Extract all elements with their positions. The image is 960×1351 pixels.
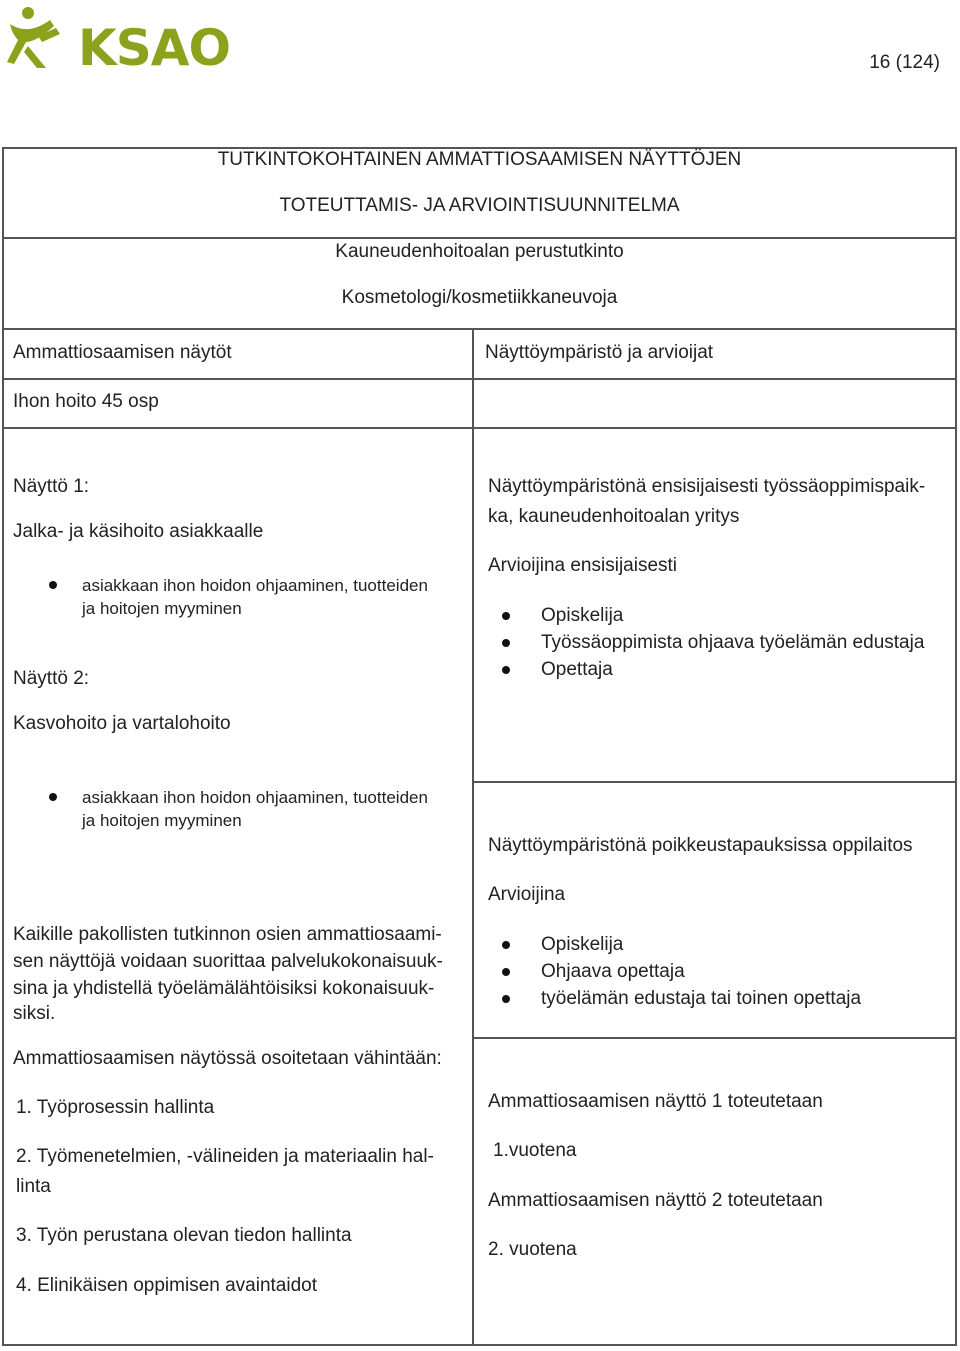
toteutus2-label: Ammattiosaamisen näyttö 2 toteutetaan xyxy=(488,1190,823,1211)
arvioijat1-bullet-dot xyxy=(502,666,510,674)
osoitetaan-heading: Ammattiosaamisen näytössä osoitetaan vähintään: xyxy=(13,1048,442,1069)
list-item-4: 4. Elinikäisen oppimisen avaintaidot xyxy=(16,1275,318,1296)
env1-line-1: Näyttöympäristönä ensisijaisesti työssäoppimispaik- xyxy=(488,476,926,497)
arvioijat1-bullet-dot xyxy=(502,612,510,620)
naytto2-bullet-dot xyxy=(49,793,57,801)
title-line-4: Kosmetologi/kosmetiikkaneuvoja xyxy=(341,287,618,308)
list-item-2-line-2: linta xyxy=(16,1176,51,1197)
title-line-3: Kauneudenhoitoalan perustutkinto xyxy=(335,241,624,262)
arvioijat2-label: Arvioijina xyxy=(488,884,566,905)
toteutus1-value: 1.vuotena xyxy=(493,1140,577,1161)
naytto2-title: Kasvohoito ja vartalohoito xyxy=(13,713,231,734)
list-item-1: 1. Työprosessin hallinta xyxy=(16,1097,215,1118)
kaikille-line-3: sina ja yhdistellä työelämälähtöisiksi kokonaisuuk- xyxy=(13,978,435,999)
kaikille-line-2: sen näyttöjä voidaan suorittaa palvelukokonaisuuk- xyxy=(13,951,443,972)
rule-title-bottom xyxy=(2,237,957,239)
left-column-header: Ammattiosaamisen näytöt xyxy=(13,342,232,363)
toteutus2-value: 2. vuotena xyxy=(488,1239,577,1260)
arvioijat1-label: Arvioijina ensisijaisesti xyxy=(488,555,678,576)
arvioijat2-bullet-dot xyxy=(502,941,510,949)
kaikille-line-1: Kaikille pakollisten tutkinnon osien ammattiosaami- xyxy=(13,924,442,945)
list-item-2-line-1: 2. Työmenetelmien, -välineiden ja materiaalin hal- xyxy=(16,1146,434,1167)
arvioijat2-bullet-dot xyxy=(502,968,510,976)
env2-text: Näyttöympäristönä poikkeustapauksissa oppilaitos xyxy=(488,835,913,856)
arvioijat2-item: Ohjaava opettaja xyxy=(541,961,685,982)
naytto1-title: Jalka- ja käsihoito asiakkaalle xyxy=(13,521,264,542)
logo-text: KSAO xyxy=(78,19,230,70)
kaikille-line-4: siksi. xyxy=(13,1003,56,1024)
right-column-header: Näyttöympäristö ja arvioijat xyxy=(485,342,714,363)
arvioijat2-bullet-dot xyxy=(502,995,510,1003)
rule-module-bottom xyxy=(2,427,957,429)
module-name: Ihon hoito 45 osp xyxy=(13,391,159,412)
naytto1-bullet-line-2: ja hoitojen myyminen xyxy=(82,599,242,618)
list-item-3: 3. Työn perustana olevan tiedon hallinta xyxy=(16,1225,352,1246)
rule-right-lower xyxy=(473,1037,957,1039)
rule-right-mid xyxy=(473,781,957,783)
title-line-2: TOTEUTTAMIS- JA ARVIOINTISUUNNITELMA xyxy=(279,195,680,216)
arvioijat1-bullet-dot xyxy=(502,639,510,647)
arvioijat2-item: työelämän edustaja tai toinen opettaja xyxy=(541,988,862,1009)
title-line-1: TUTKINTOKOHTAINEN AMMATTIOSAAMISEN NÄYTTÖJEN xyxy=(217,149,742,170)
naytto1-bullet-dot xyxy=(49,581,57,589)
arvioijat1-item: Opettaja xyxy=(541,659,613,680)
arvioijat2-item: Opiskelija xyxy=(541,934,624,955)
env1-line-2: ka, kauneudenhoitoalan yritys xyxy=(488,506,740,527)
arvioijat1-item: Työssäoppimista ohjaava työelämän edustaja xyxy=(541,632,925,653)
page-number: 16 (124) xyxy=(869,52,940,73)
naytto2-bullet-line-2: ja hoitojen myyminen xyxy=(82,811,242,830)
naytto2-bullet-line-1: asiakkaan ihon hoidon ohjaaminen, tuotteiden xyxy=(82,788,428,807)
naytto2-label: Näyttö 2: xyxy=(13,668,90,689)
naytto1-bullet-line-1: asiakkaan ihon hoidon ohjaaminen, tuotteiden xyxy=(82,576,428,595)
rule-colheader-bottom xyxy=(2,378,957,380)
column-divider xyxy=(472,328,474,1346)
toteutus1-label: Ammattiosaamisen näyttö 1 toteutetaan xyxy=(488,1091,823,1112)
naytto1-label: Näyttö 1: xyxy=(13,476,90,497)
rule-title2-bottom xyxy=(2,328,957,330)
ksao-logo xyxy=(6,6,246,70)
arvioijat1-item: Opiskelija xyxy=(541,605,624,626)
